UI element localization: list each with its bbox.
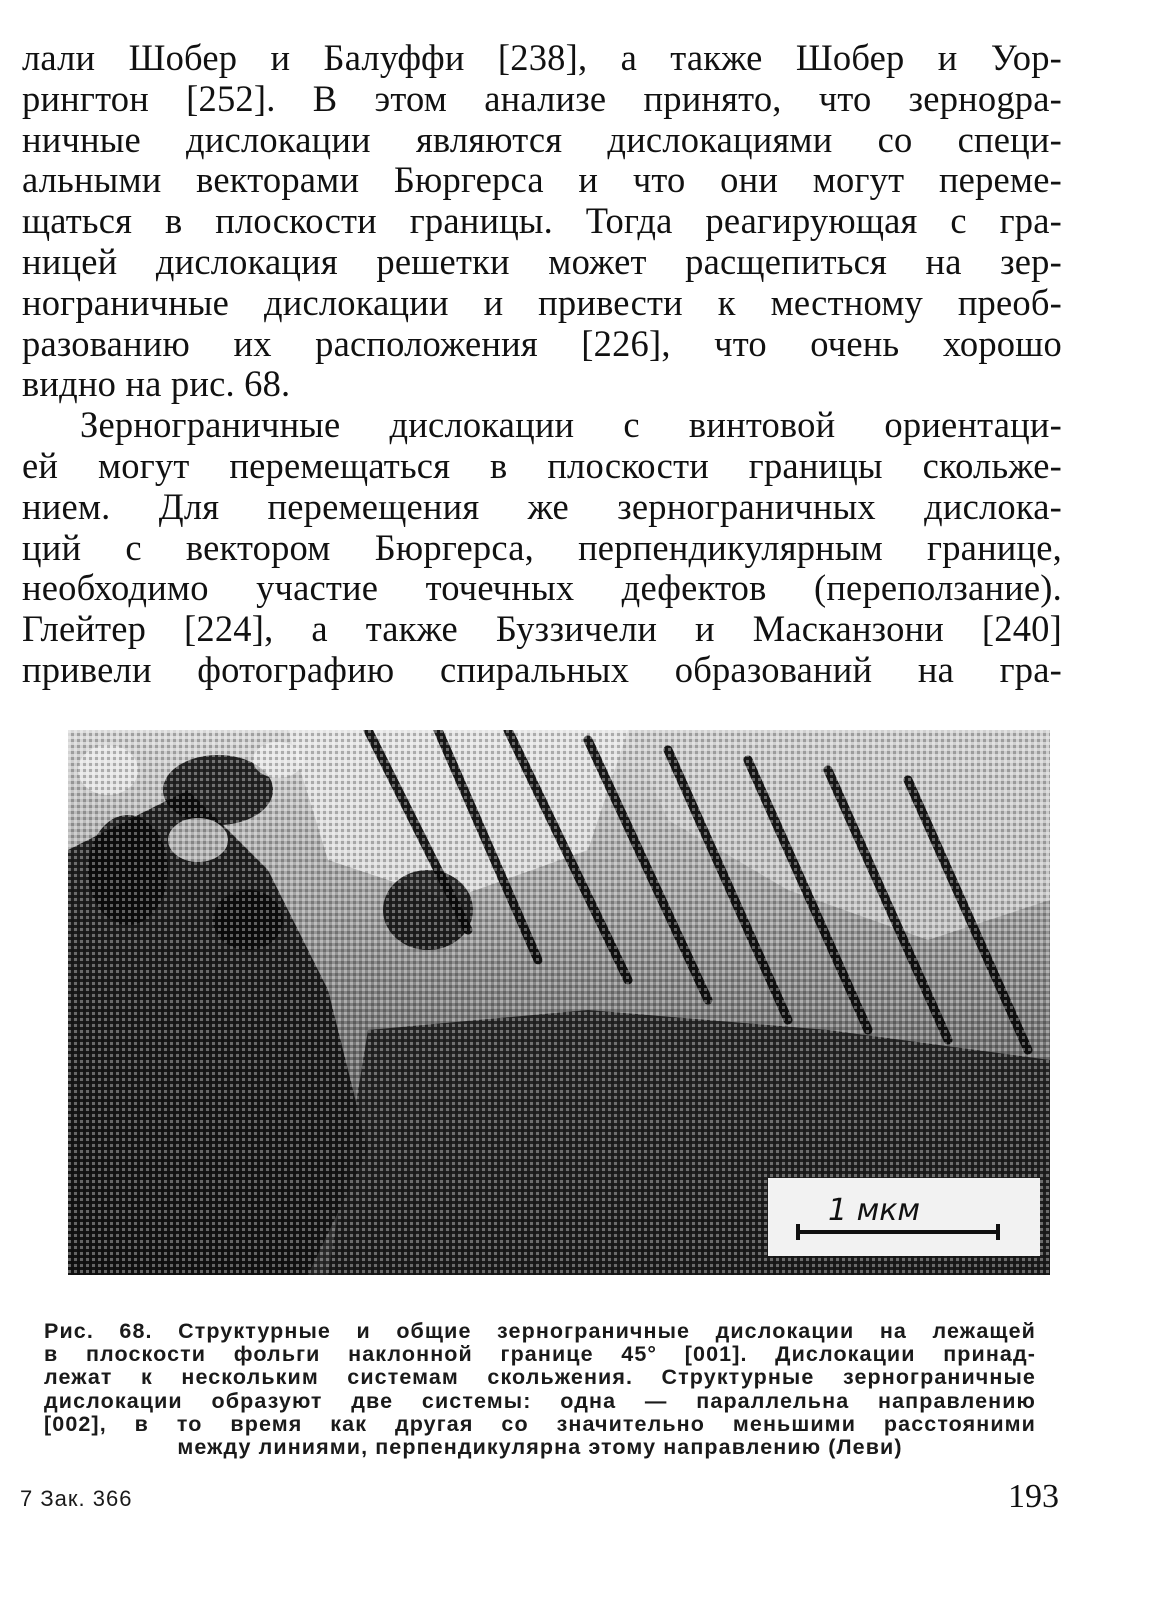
- text-line: нограничные дислокации и привести к местному преоб-: [22, 281, 1062, 323]
- caption-line: лежат к нескольким системам скольжения. Структурные зернограничные: [44, 1365, 1036, 1390]
- text-line: видно на рис. 68.: [22, 363, 291, 405]
- paragraph-2: [22, 405, 1062, 691]
- scale-bar-label: 1 мкм: [828, 1193, 921, 1228]
- caption-line: между линиями, перпендикулярна этому направлению (Леви): [177, 1435, 903, 1460]
- figure-caption: [44, 1320, 1036, 1459]
- caption-line: Рис. 68. Структурные и общие зернограничные дислокации на лежащей: [44, 1319, 1036, 1343]
- text-line: нием. Для перемещения же зернограничных дислока-: [22, 485, 1062, 527]
- caption-line: [002], в то время как другая со значительно меньшими расстояними: [44, 1411, 1036, 1436]
- text-line: лали Шобер и Балуффи [238], а также Шобер и Уор-: [22, 37, 1062, 78]
- micrograph-figure: [68, 730, 1050, 1275]
- micrograph-image: [68, 730, 1050, 1275]
- text-line: Зернограничные дислокации с винтовой ориентаци-: [80, 404, 1062, 446]
- text-line: ей могут перемещаться в плоскости границы скольже-: [22, 444, 1062, 486]
- text-line: привели фотографию спиральных образований на гра-: [22, 648, 1062, 690]
- caption-line: в плоскости фольги наклонной границе 45° [001]. Дислокации принад-: [44, 1342, 1036, 1367]
- page-number: 193: [1008, 1478, 1059, 1515]
- text-line: альными векторами Бюргерса и что они могут переме-: [22, 159, 1062, 201]
- caption-line: дислокации образуют две системы: одна — параллельна направлению: [44, 1388, 1036, 1413]
- text-line: Глейтер [224], а также Буззичели и Масканзони [240]: [22, 608, 1062, 650]
- text-line: ничные дислокации являются дислокациями со специ-: [22, 118, 1062, 160]
- text-line: ций с вектором Бюргерса, перпендикулярным границе,: [22, 526, 1062, 568]
- paragraph-1: [22, 38, 1062, 405]
- body-text: [22, 38, 1062, 691]
- printer-signature: 7 Зак. 366: [20, 1486, 133, 1511]
- text-line: щаться в плоскости границы. Тогда реагирующая с гра-: [22, 200, 1062, 242]
- scale-bar: [768, 1178, 1040, 1256]
- text-line: ницей дислокация решетки может расщепиться на зер-: [22, 240, 1062, 282]
- text-line: рингтон [252]. В этом анализе принято, что зернogра-: [22, 77, 1062, 119]
- text-line: необходимо участие точечных дефектов (переползание).: [22, 567, 1062, 609]
- text-line: разованию их расположения [226], что очень хорошо: [22, 322, 1062, 364]
